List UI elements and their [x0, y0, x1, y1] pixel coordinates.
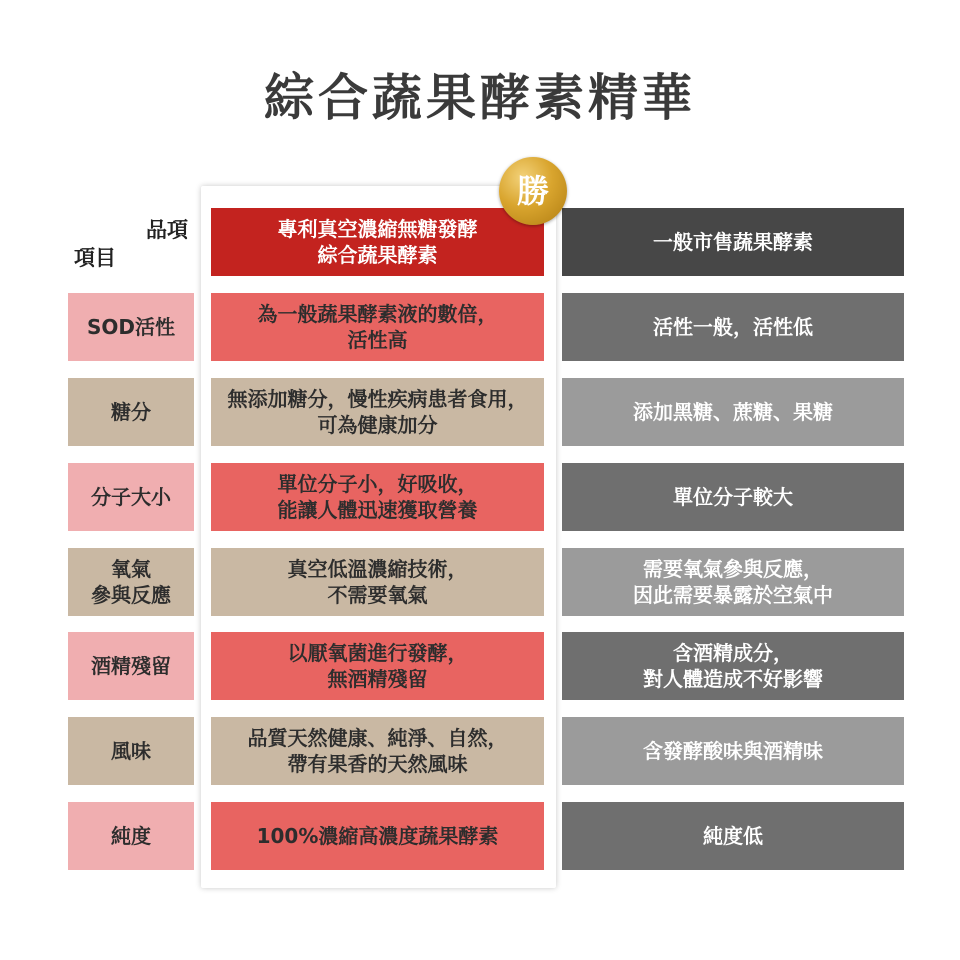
cell-text-line: 為一般蔬果酵素液的數倍，	[257, 302, 498, 326]
row-flavor-common-value	[562, 717, 904, 785]
cell-text-line: 添加黑糖、蔗糖、果糖	[633, 400, 833, 424]
cell-text-line: 能讓人體迅速獲取營養	[277, 498, 478, 522]
row-molecule-size-label	[68, 463, 194, 531]
cell-text-line: 真空低溫濃縮技術，	[287, 557, 468, 581]
row-purity-common-value	[562, 802, 904, 870]
cell-text-line: 以厭氧菌進行發酵，	[287, 641, 468, 665]
row-purity-patented-value	[211, 802, 544, 870]
cell-text-line: 100%濃縮高濃度蔬果酵素	[256, 824, 499, 848]
row-molecule-size-patented-value	[211, 463, 544, 531]
cell-text-line: 風味	[111, 739, 151, 763]
cell-text-line: 含發酵酸味與酒精味	[643, 739, 823, 763]
row-sugar-common-value	[562, 378, 904, 446]
cell-text-line: 分子大小	[91, 485, 171, 509]
cell-text-line: 氧氣	[111, 557, 151, 581]
cell-text-line: 糖分	[111, 400, 151, 424]
cell-text-line: 參與反應	[91, 583, 171, 607]
cell-text-line: 可為健康加分	[317, 413, 438, 437]
cell-text-line: 純度	[111, 824, 151, 848]
row-alcohol-residue-patented-value	[211, 632, 544, 700]
cell-text-line: 需要氧氣參與反應，	[643, 557, 823, 581]
cell-text-line: 品質天然健康、純淨、自然，	[247, 726, 508, 750]
cell-text-line: 對人體造成不好影響	[643, 667, 823, 691]
cell-text-line: 單位分子較大	[673, 485, 793, 509]
column-header-line: 專利真空濃縮無糖發酵	[277, 217, 478, 241]
cell-text-line: 帶有果香的天然風味	[287, 752, 468, 776]
cell-text-line: 純度低	[703, 824, 763, 848]
cell-text-line: 單位分子小，好吸收，	[277, 472, 478, 496]
cell-text-line: 不需要氧氣	[327, 583, 428, 607]
corner-label-item: 項目	[74, 246, 116, 270]
row-sod-activity-common-value	[562, 293, 904, 361]
column-header-patented-enzyme	[211, 208, 544, 276]
cell-text-line: 活性一般，活性低	[653, 315, 813, 339]
row-oxygen-reaction-label	[68, 548, 194, 616]
row-alcohol-residue-common-value	[562, 632, 904, 700]
row-sod-activity-patented-value	[211, 293, 544, 361]
row-flavor-label	[68, 717, 194, 785]
cell-text-line: SOD活性	[86, 315, 175, 339]
row-sugar-patented-value	[211, 378, 544, 446]
corner-label-product: 品項	[146, 218, 188, 242]
cell-text-line: 無酒精殘留	[327, 667, 428, 691]
table-corner-header	[68, 208, 194, 276]
cell-text-line: 無添加糖分，慢性疾病患者食用，	[227, 387, 528, 411]
row-flavor-patented-value	[211, 717, 544, 785]
page-title: 綜合蔬果酵素精華	[264, 69, 696, 127]
column-header-common-enzyme: 一般市售蔬果酵素	[562, 208, 904, 276]
row-alcohol-residue-label	[68, 632, 194, 700]
column-header-line: 綜合蔬果酵素	[317, 243, 438, 267]
row-sugar-label	[68, 378, 194, 446]
cell-text-line: 酒精殘留	[91, 654, 171, 678]
cell-text-line: 含酒精成分，	[673, 641, 793, 665]
row-oxygen-reaction-patented-value	[211, 548, 544, 616]
cell-text-line: 因此需要暴露於空氣中	[633, 583, 833, 607]
row-oxygen-reaction-common-value	[562, 548, 904, 616]
cell-text-line: 活性高	[347, 328, 408, 352]
row-purity-label	[68, 802, 194, 870]
row-sod-activity-label	[68, 293, 194, 361]
row-molecule-size-common-value	[562, 463, 904, 531]
winner-badge-icon: 勝	[499, 157, 567, 225]
